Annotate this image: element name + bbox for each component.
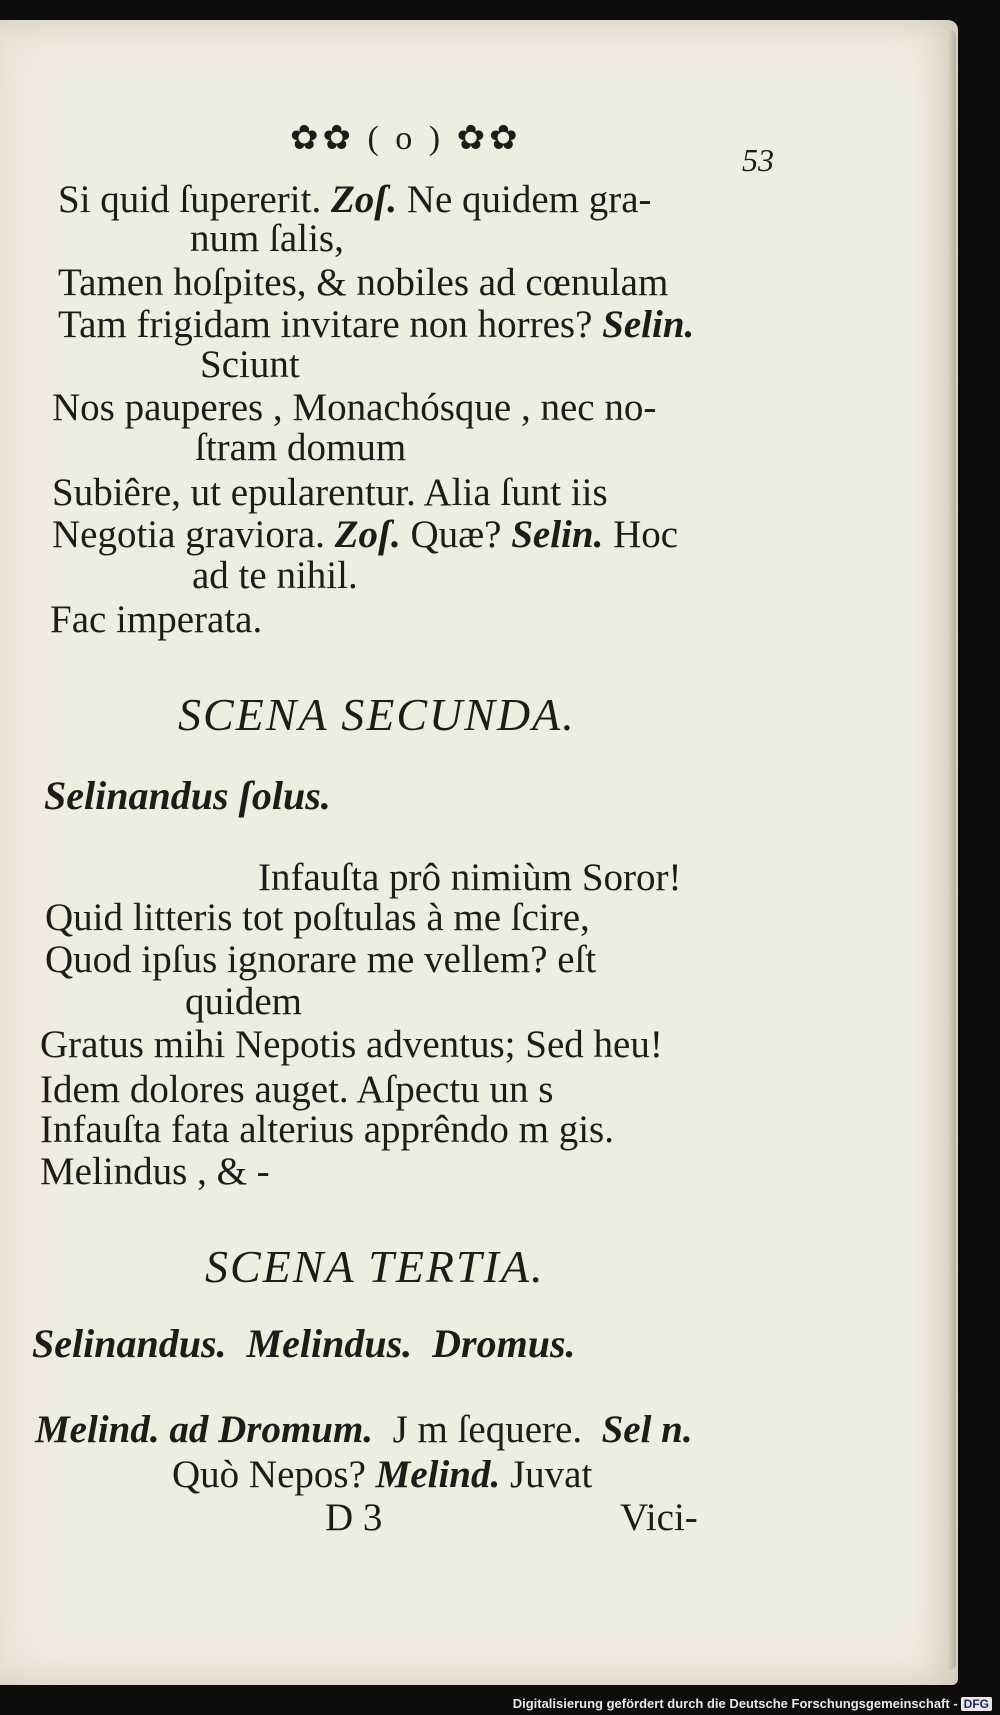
text-line: Tamen hoſpites, & nobiles ad cœnulam [58,261,669,304]
text-line: num ſalis, [190,217,344,260]
text-line: Tam frigidam invitare non horres? Selin. [58,303,695,346]
footer-credit: Digitalisierung gefördert durch die Deutsche Forschungsgemeinschaft - DFG [513,1696,992,1711]
text-line: Infauſta fata alterius apprêndo m gis. [40,1108,614,1151]
text-line: Idem dolores auget. Aſpectu un s [40,1068,554,1111]
text-line: ad te nihil. [192,554,358,597]
catchword: Vici- [620,1496,698,1539]
scene-heading: SCENA SECUNDA. [178,689,576,740]
text-line: Melind. ad Dromum. J m ſequere. Sel n. [35,1408,693,1451]
text-line: Sciunt [200,343,300,386]
page-edge [948,30,956,1670]
cast-list: Selinandus ſolus. [44,773,331,818]
text-line: Quod ipſus ignorare me vellem? eſt [45,938,597,981]
text-line: Gratus mihi Nepotis adventus; Sed heu! [40,1023,663,1066]
text-line: Fac imperata. [50,598,263,641]
signature-mark: D 3 [325,1496,383,1539]
text-line: quidem [185,980,302,1023]
cast-list: Selinandus. Melindus. Dromus. [32,1321,576,1366]
text-line: Quid litteris tot poſtulas à me ſcire, [45,896,590,939]
scene-heading: SCENA TERTIA. [205,1241,545,1292]
text-line: Nos pauperes , Monachósque , nec no- [52,386,657,429]
text-line: Melindus , & - [40,1150,270,1193]
text-line: Si quid ſupererit. Zoſ. Ne quidem gra- [58,178,652,221]
text-line: Infauſta prô nimiùm Soror! [258,856,682,899]
dfg-logo: DFG [961,1697,992,1711]
text-line: Subiêre, ut epularentur. Alia ſunt iis [52,471,608,514]
text-line: Quò Nepos? Melind. Juvat [172,1453,593,1496]
page-number: 53 [742,142,774,178]
text-line: Negotia graviora. Zoſ. Quæ? Selin. Hoc [52,513,679,556]
header-ornament: ✿✿ ( o ) ✿✿ [290,120,522,157]
text-line: ſtram domum [195,426,407,469]
